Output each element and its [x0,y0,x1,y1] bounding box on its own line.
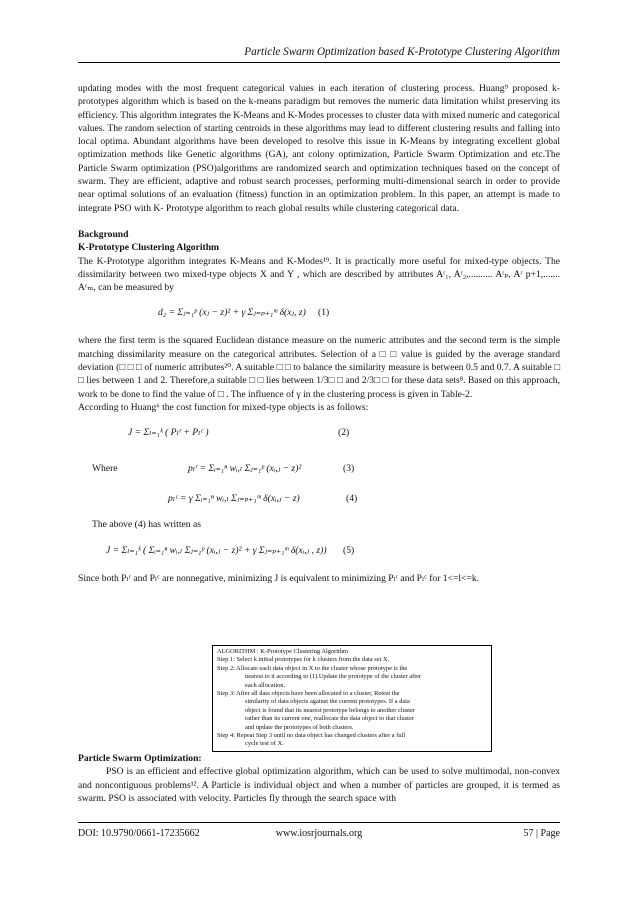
equation-4 [78,484,560,518]
equation-2 [78,414,560,454]
pso-heading: Particle Swarm Optimization: [78,753,202,764]
equation-5 [78,532,560,572]
equation-2-number: (2) [338,427,350,439]
running-header: Particle Swarm Optimization based K-Prototype Clustering Algorithm [244,46,560,58]
kproto-heading: K-Prototype Clustering Algorithm [78,242,220,254]
algorithm-step-line: object is found that its nearest prototype belongs to another cluster [245,706,416,714]
algorithm-step-line: and update the prototypes of both clusters. [245,723,354,731]
equation-1 [78,294,560,334]
equation-4-number: (4) [346,493,358,505]
journal-site[interactable]: www.iosrjournals.org [275,828,363,839]
equation-3 [78,454,560,484]
algorithm-step-line: each allocation. [245,681,286,689]
algorithm-step-line: Step 4: Repeat Step 3 until no data object has changed clusters after a full [217,732,406,740]
equation-5-expr: J = Σₗ₌₁ᵏ ( Σᵢ₌₁ⁿ wᵢ,ₗ Σⱼ₌₁ᵖ (xᵢ,ⱼ − z)² + γ Σⱼ₌ₚ₊₁ᵐ δ(xᵢ,ⱼ , z)) [106,544,327,556]
equation-3-expr: pₗʳ = Σᵢ₌₁ⁿ wᵢ,ₗ Σⱼ₌₁ᵖ (xᵢ,ⱼ − z)² [188,463,302,475]
doi-text: DOI: 10.9790/0661-17235662 [78,828,200,839]
pso-paragraph: PSO is an efficient and effective global optimization algorithm, which can be used to solve multimodal, non-convex and noncontiguous problems¹². A Particle is individual object and when a number of particles are grouped, it is termed as swarm. PSO is associated with velocity. Particles fly through the search space with [78,766,560,804]
above-line: The above (4) has written as [92,519,201,531]
intro-paragraph: updating modes with the most frequent categorical values in each iteration of clustering process. Huang⁹ proposed k-prototypes algorithm which is based on the k-means paradigm but removes the numeric data limitation whilst preserving its efficiency. This algorithm integrates the K-Means and K-Modes processes to cluster data with mixed numeric and categorical values. The random selection of starting centroids in these algorithms may lead to different clustering results and falling into local optima. Abundant algorithms have been developed to resolve this issue in K-Means by integrating excellent global optimization methods like Genetic algorithms (GA), ant colony optimization, Particle Swarm Optimization and etc.The Particle Swarm optimization (PSO)algorithms are randomized search and optimization techniques based on the concept of swarm. They are efficient, adaptive and robust search processes, performing multi-dimensional search in order to provide near optimal solutions of an evaluation (fitness) function in an optimization problem. In this paper, an attempt is made to integrate PSO with K- Prototype algorithm to reach global results while clustering categorical data. [78,83,560,214]
after-eq1-paragraph: where the first term is the squared Euclidean distance measure on the numeric attributes and the second term is the simple matching dissimilarity measure on the categorical attributes. Selection of a □ □ value is guided by the average standard deviation (□ □ □ of numeric attributes²⁰. A suitable □ □ to balance the similarity measure is between 0.5 and 0.7. A suitable □ □ lies between 1 and 2. Therefore,a suitable □ □ lies between 1/3□ □ and 2/3□ □ for these data sets⁸. Based on this approach, work to be done to find the value of □ . The influence of γ in the clustering process is given in Table-2. [78,335,560,400]
algorithm-step-line: similarity of data objects against the current prototypes. If a data [245,698,410,706]
equation-4-expr: pₗᶜ = γ Σᵢ₌₁ⁿ wᵢ,ₗ Σⱼ₌ₚ₊₁ᵐ δ(xᵢ,ⱼ − z) [168,493,300,505]
equation-3-number: (3) [343,463,355,475]
algorithm-step-line: cycle test of X. [245,740,284,748]
algorithm-step-line: Step 3: After all data objects have been allocated to a cluster, Retest the [217,690,400,698]
pso-section [78,752,560,805]
algorithm-box [212,645,492,752]
equation-5-number: (5) [343,544,355,556]
equation-2-expr: J = Σₗ₌₁ᵏ ( Pₗʳ + Pₗᶜ ) [128,427,209,439]
page-number: 57 | Page [523,828,560,839]
background-heading: Background [78,228,129,240]
algorithm-step-line: rather than its current one, reallocate the data object to that cluster [245,715,414,723]
kproto-paragraph: The K-Prototype algorithm integrates K-Means and K-Modes¹⁹. It is practically more useful for mixed-type objects. The dissimilarity between two mixed-type objects X and Y , which are described by attributes Aʳ₁, Aʳ₂,.......... Aʳₚ, Aʳ p+1,....... Aᶜₘ, can be measured by [78,255,560,294]
equation-1-expr: d₂ = Σⱼ₌₁ᵖ (xⱼ − z)² + γ Σⱼ₌ₚ₊₁ᵐ δ(xⱼ, z) [158,307,306,319]
algorithm-title: ALGORITHM : K-Prototype Clustering Algorithm [217,648,349,655]
footer-rule [78,822,560,823]
algorithm-step-line: nearest to it according to (1).Update the prototype of the cluster after [245,673,422,681]
since-line: Since both Pₗʳ and Pₗᶜ are nonnegative, minimizing J is equivalent to minimizing Pₗʳ and Pₗᶜ for 1<=l<=k. [78,572,480,584]
equation-1-number: (1) [318,307,330,319]
huang-line: According to Huang⁶ the cost function for mixed-type objects is as follows: [78,401,369,413]
where-label: Where [92,463,118,475]
header-rule [78,62,560,63]
algorithm-step-line: Step 2: Allocate each data object in X to the cluster whose prototype is the [217,664,408,672]
algorithm-step-line: Step 1: Select k initial prototypes for k clusters from the data set X. [217,656,390,664]
body-text [78,68,560,585]
